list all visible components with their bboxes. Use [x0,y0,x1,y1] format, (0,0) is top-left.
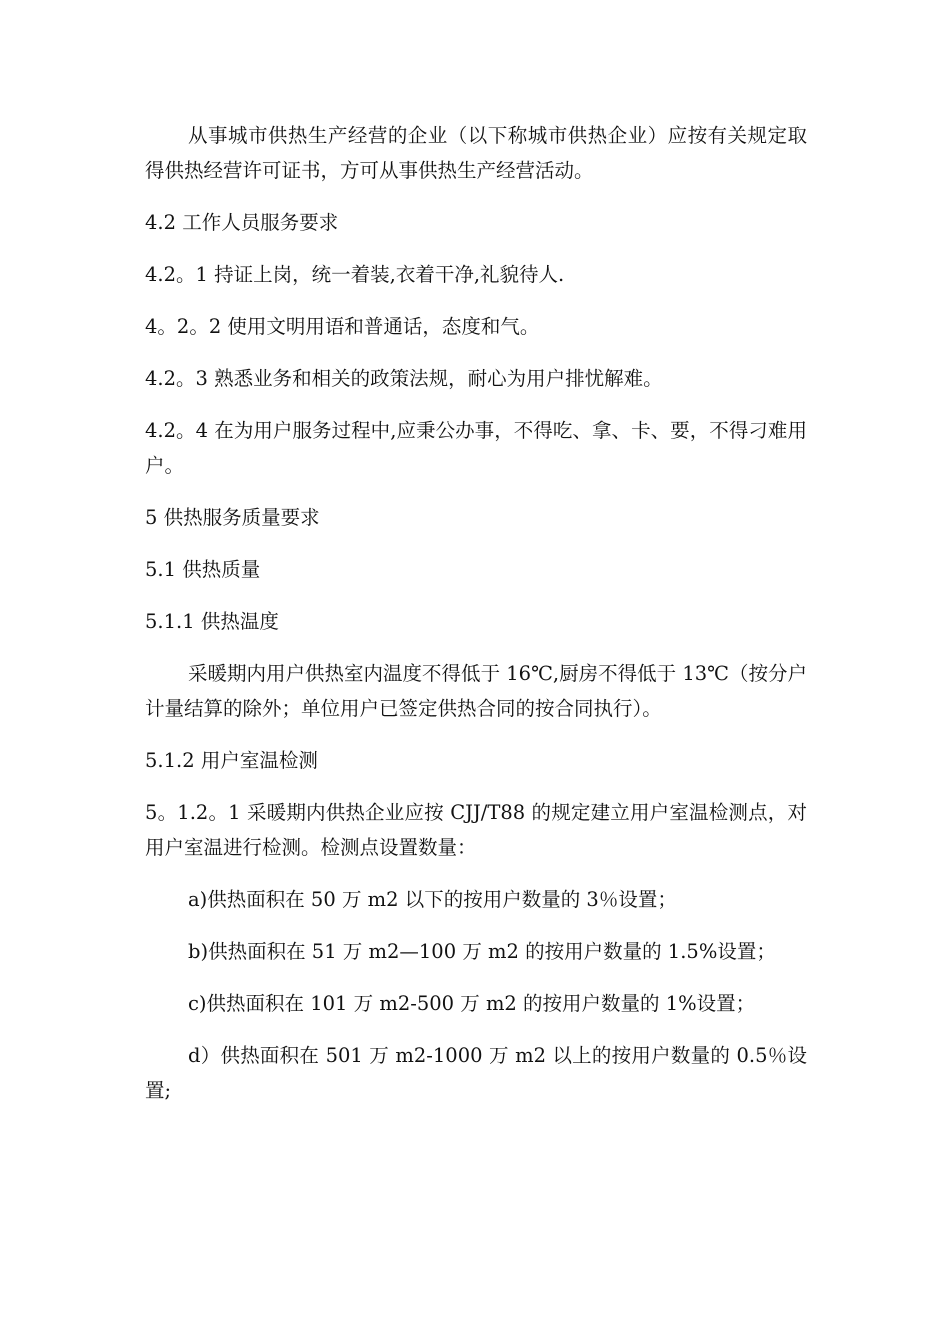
paragraph-4-2-2: 4。2。2 使用文明用语和普通话，态度和气。 [145,315,540,338]
list-item-b: b)供热面积在 51 万 m2—100 万 m2 的按用户数量的 1.5%设置； [188,940,776,963]
list-item-c: c)供热面积在 101 万 m2-500 万 m2 的按用户数量的 1%设置； [188,992,756,1015]
heading-4-2: 4.2 工作人员服务要求 [145,211,339,234]
list-item-d: d）供热面积在 501 万 m2-1000 万 m2 以上的按用户数量的 0.5％设置; [145,1044,807,1102]
document-page [145,118,807,1125]
paragraph-heating-temperature: 采暖期内用户供热室内温度不得低于 16℃,厨房不得低于 13℃（按分户计量结算的除外；单位用户已签定供热合同的按合同执行）。 [145,662,807,720]
heading-5-1-2: 5.1.2 用户室温检测 [145,749,318,772]
paragraph-4-2-3: 4.2。3 熟悉业务和相关的政策法规，耐心为用户排忧解难。 [145,367,663,390]
heading-5-1-1: 5.1.1 供热温度 [145,610,279,633]
paragraph-5-1-2-1: 5。1.2。1 采暖期内供热企业应按 CJJ/T88 的规定建立用户室温检测点，对用户室温进行检测。检测点设置数量： [145,801,807,859]
heading-5: 5 供热服务质量要求 [145,506,320,529]
paragraph-4-2-4: 4.2。4 在为用户服务过程中,应秉公办事，不得吃、拿、卡、要，不得刁难用户。 [145,419,807,477]
paragraph-intro: 从事城市供热生产经营的企业（以下称城市供热企业）应按有关规定取得供热经营许可证书，方可从事供热生产经营活动。 [145,124,807,182]
list-item-a: a)供热面积在 50 万 m2 以下的按用户数量的 3％设置； [188,888,677,911]
paragraph-4-2-1: 4.2。1 持证上岗，统一着装,衣着干净,礼貌待人. [145,263,565,286]
heading-5-1: 5.1 供热质量 [145,558,261,581]
